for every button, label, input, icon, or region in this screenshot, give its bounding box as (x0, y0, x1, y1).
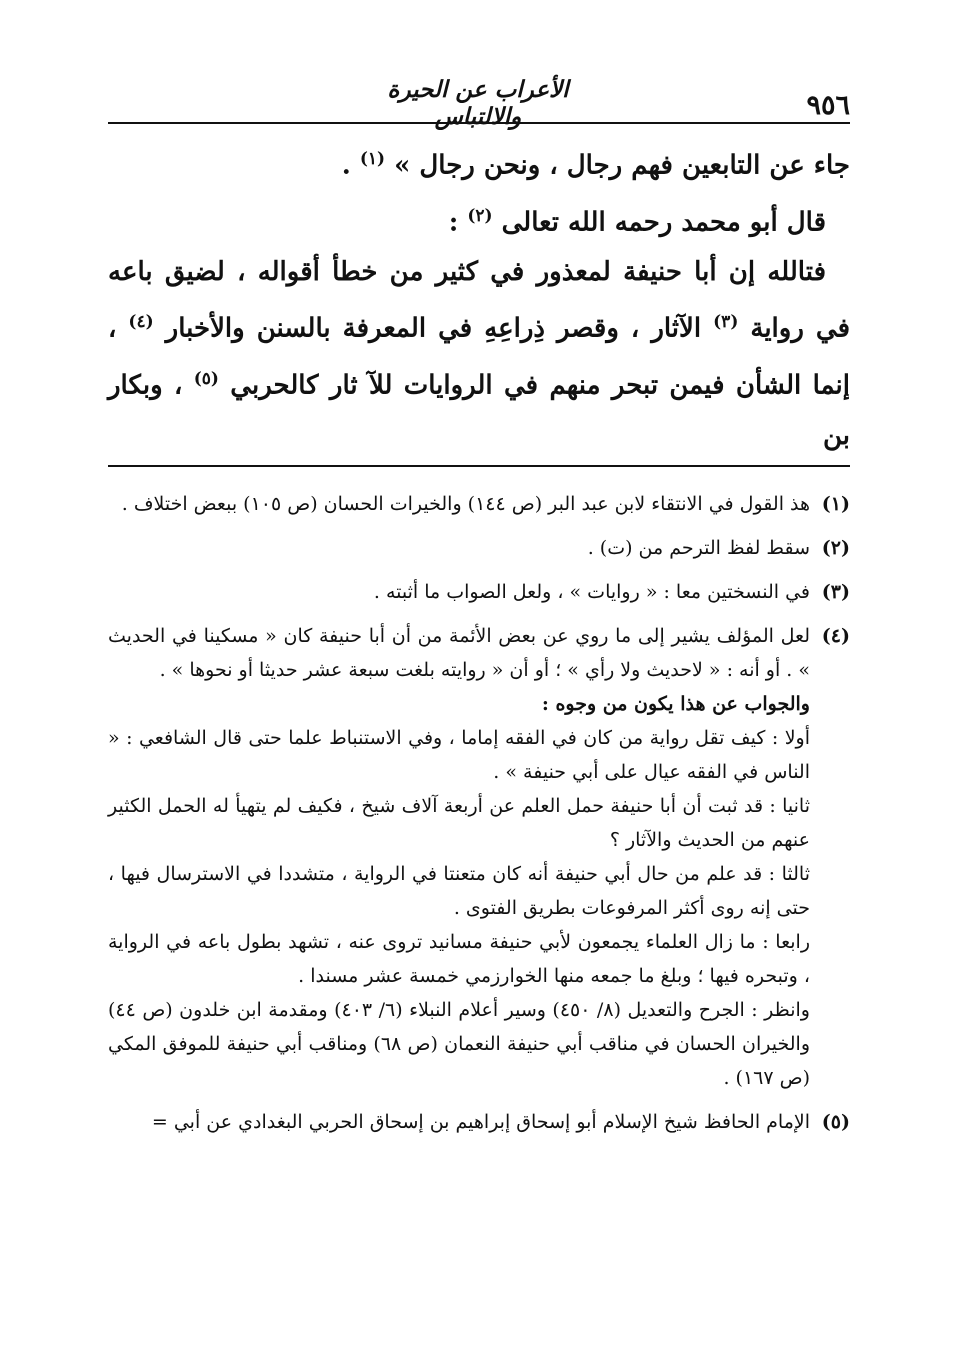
speaker-line: قال أبو محمد رحمه الله تعالى $^{(٢)}$ : (448, 205, 826, 238)
footnote-3 (108, 575, 850, 609)
footnote-number: (٥) (821, 1110, 850, 1133)
footnote-text: هذ القول في الانتقاء لابن عبد البر (ص ١٤٤) والخيرات الحسان (ص ١٠٥) ببعض اختلاف . (121, 492, 810, 515)
main-line-1: جاء عن التابعين فهم رجال ، ونحن رجال » $^{(١)}$ . (341, 149, 850, 181)
footnote-number: (٢) (821, 536, 850, 559)
footnote-text: سقط لفظ الترحم من (ت) . (587, 536, 810, 559)
footnotes (108, 487, 850, 1139)
footnote-2 (108, 531, 850, 565)
footnote-1 (108, 487, 850, 521)
footnote-text: الإمام الحافظ شيخ الإسلام أبو إسحاق إبراهيم بن إسحاق الحربي البغدادي عن أبي = (151, 1110, 810, 1133)
footnote-ref-3: (٣) (713, 312, 739, 333)
footnote-text: رابعا : ما زال العلماء يجمعون لأبي حنيفة مسانيد تروى عنه ، تشهد بطول باعه في الرواية ، وتبحره فيها ؛ وبلغ ما جمعه منها الخوارزمي خمسة عشر مسندا . (108, 930, 810, 987)
footnote-text: لعل المؤلف يشير إلى ما روي عن بعض الأئمة من أن أبا حنيفة كان « مسكينا في الحديث » . أو أنه : « لاحديث ولا رأي » ؛ أو أن « روايته بلغت سبعة عشر حديثا أو نحوها » . (108, 624, 810, 681)
running-title: الأعراب عن الحيرة والالتباس (387, 76, 569, 130)
footnote-text: والجواب عن هذا يكون من وجوه : (541, 692, 810, 715)
book-page (108, 66, 850, 1149)
footnote-text: وانظر : الجرح والتعديل (٨/ ٤٥٠) وسير أعلام النبلاء (٦/ ٤٠٣) ومقدمة ابن خلدون (ص ٤٤) والخيران الحسان في مناقب أبي حنيفة النعمان (ص ٦٨) ومناقب أبي حنيفة للموفق المكي (ص ١٦٧) . (108, 998, 810, 1089)
footnote-4 (108, 619, 850, 1095)
footnote-number: (٣) (821, 580, 850, 603)
footnote-text: ثانيا : قد ثبت أن أبا حنيفة حمل العلم عن أربعة آلاف شيخ ، فكيف لم يتهيأ له الحمل الكثير عنهم من الحديث والآثار ؟ (108, 794, 810, 851)
footnote-number: (١) (821, 492, 850, 515)
main-text (108, 134, 850, 461)
page-number: ٩٥٦ (806, 90, 850, 121)
footnote-ref-5: (٥) (193, 368, 219, 389)
main-paragraph: فتالله إن أبا حنيفة لمعذور في كثير من خطأ أقواله ، لضيق باعه في رواية $^{(٣)}$ الآثار ، وقصر ذِراعِهِ في المعرفة بالسنن والأخبار $^{(٤)}$ ، إنما الشأن فيمن تبحر منهم في الروايات للآ ثار كالحربي $^{(٥)}$ ، وبكار بن (108, 257, 851, 451)
footnote-text: في النسختين معا : « روايات » ، ولعل الصواب ما أثبته . (373, 580, 810, 603)
footnote-separator (108, 465, 850, 467)
footnote-number: (٤) (821, 624, 850, 647)
footnote-ref-2: (٢) (467, 205, 493, 226)
page-header (108, 66, 850, 130)
footnote-text: أولا : كيف تقل رواية من كان في الفقه إماما ، وفي الاستنباط علما حتى قال الشافعي : « الناس في الفقه عيال على أبي حنيفة » . (108, 726, 810, 783)
footnote-ref-4: (٤) (128, 312, 154, 333)
footnote-ref-1: (١) (359, 149, 386, 169)
footnote-5 (108, 1105, 850, 1139)
footnote-text: ثالثا : قد علم من حال أبي حنيفة أنه كان متعنتا في الرواية ، متشددا في الاسترسال فيها ، حتى إنه روى أكثر المرفوعات بطريق الفتوى . (108, 862, 810, 919)
